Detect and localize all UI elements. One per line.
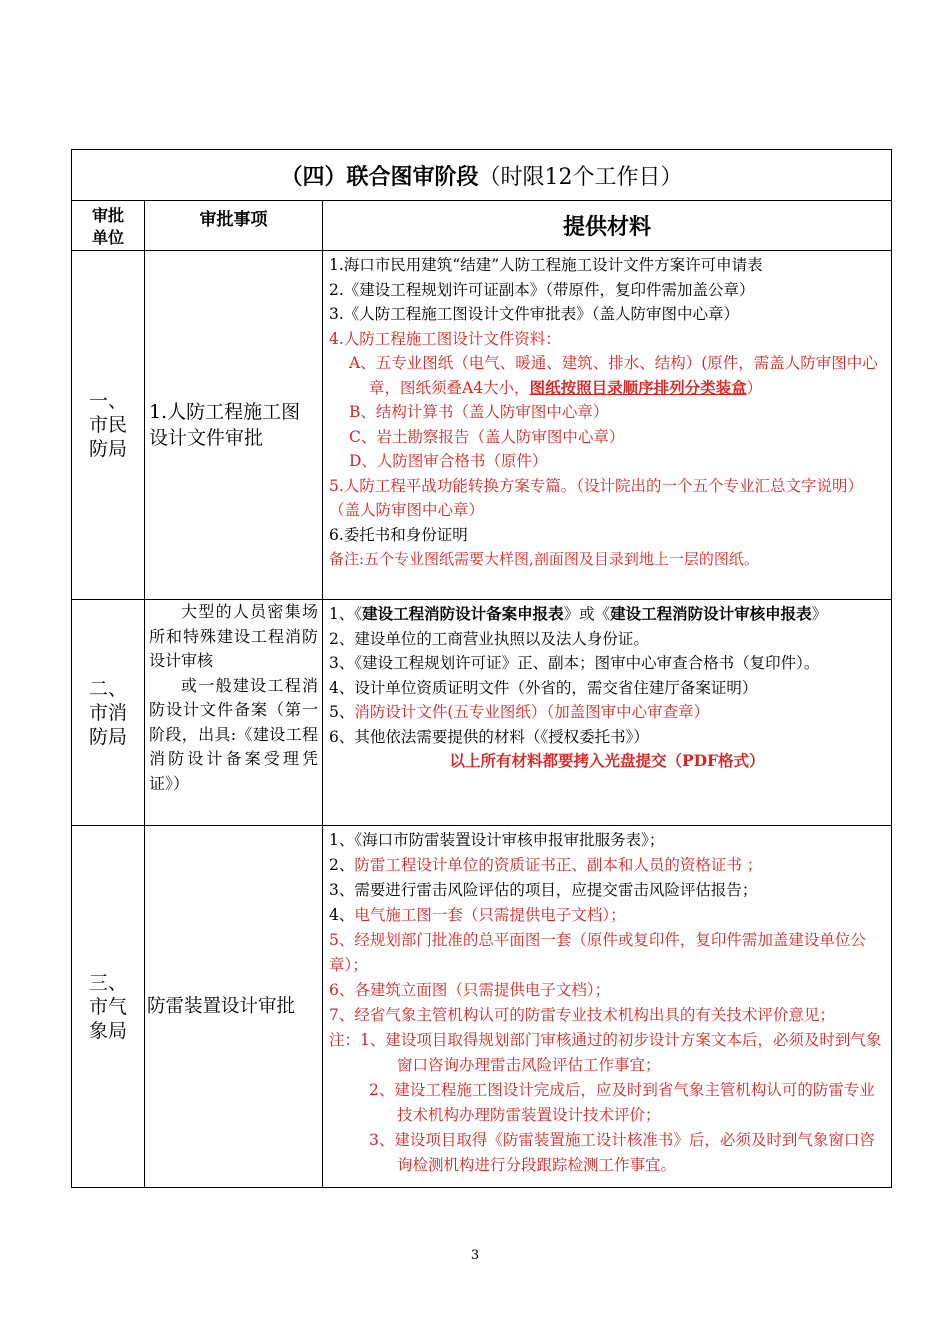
materials-cell — [323, 826, 892, 1188]
materials-cell — [323, 251, 892, 600]
page-number: 3 — [470, 1248, 480, 1263]
material-line — [329, 351, 885, 400]
material-note: 备注:五个专业图纸需要大样图,剖面图及目录到地上一层的图纸。 — [329, 550, 759, 568]
material-line: 2、建设单位的工商营业执照以及法人身份证。 — [329, 629, 649, 648]
item-text: 大型的人员密集场所和特殊建设工程消防设计审核 — [149, 602, 318, 670]
header-item: 审批事项 — [145, 201, 323, 251]
material-text: 防雷工程设计单位的资质证书正、副本和人员的资格证书 ； — [354, 856, 763, 874]
unit-cell — [72, 251, 145, 600]
material-note: 以上所有材料都要拷入光盘提交（PDF格式） — [449, 751, 765, 770]
material-text: 消防设计文件(五专业图纸）（加盖图审中心审查章） — [354, 703, 710, 721]
material-line — [329, 602, 885, 627]
unit-line: 防局 — [88, 438, 127, 460]
material-text: A、五专业图纸（电气、暖通、建筑、排水、结构）(原件，需盖人防审图中心章，图纸须叠A4大小， — [349, 354, 878, 397]
unit-line: 市民 — [88, 414, 127, 436]
material-highlight: 图纸按照目录顺序排列分类装盒 — [529, 377, 747, 397]
title-main: （四）联合图审阶段 — [280, 163, 479, 190]
unit-line: 市气 — [88, 995, 127, 1018]
material-line: 4.人防工程施工图设计文件资料： — [329, 329, 561, 348]
material-line: C、岩土勘察报告（盖人防审图中心章） — [349, 427, 625, 446]
header-materials: 提供材料 — [323, 201, 892, 251]
material-text: 4、 — [329, 906, 355, 924]
unit-cell — [72, 826, 145, 1188]
unit-line: 象局 — [88, 1019, 127, 1042]
material-line: 2.《建设工程规划许可证副本》（带原件，复印件需加盖公章） — [329, 280, 755, 299]
material-line: 5.人防工程平战功能转换方案专篇。（设计院出的一个五个专业汇总文字说明）（盖人防审图中心章） — [329, 476, 864, 519]
table-row — [72, 600, 892, 826]
material-text: 》 — [811, 605, 828, 623]
material-text: 2、 — [329, 856, 355, 874]
table-title — [72, 150, 892, 201]
item-cell — [145, 600, 323, 826]
material-text: 建设工程消防设计备案申报表 — [362, 604, 564, 623]
material-line — [329, 853, 885, 878]
material-note: 3、建设项目取得《防雷装置施工设计核准书》后，必须及时到气象窗口咨询检测机构进行分段跟踪检测工作事宜。 — [369, 1131, 875, 1174]
unit-line: 二、 — [88, 677, 127, 700]
unit-line: 市消 — [88, 701, 127, 724]
material-line: 7、经省气象主管机构认可的防雷专业技术机构出具的有关技术评价意见； — [329, 1006, 835, 1024]
material-line: D、人防图审合格书（原件） — [349, 452, 548, 470]
material-line: 1.海口市民用建筑“结建”人防工程施工设计文件方案许可申请表 — [329, 256, 763, 274]
material-text: 5、 — [329, 703, 355, 721]
unit-line: 防局 — [88, 725, 127, 748]
material-line: 6、其他依法需要提供的材料（《授权委托书》） — [329, 727, 649, 746]
material-line: 3、需要进行雷击风险评估的项目，应提交雷击风险评估报告； — [329, 881, 758, 899]
materials-cell — [323, 600, 892, 826]
material-line: 6、各建筑立面图（只需提供电子文档）； — [329, 981, 611, 999]
material-note: 2、建设工程施工图设计完成后，应及时到省气象主管机构认可的防雷专业技术机构办理防雷装置设计技术评价； — [369, 1081, 875, 1124]
material-text: 电气施工图一套（只需提供电子文档）； — [354, 906, 626, 924]
item-text: 或一般建设工程消防设计文件备案（第一阶段，出具:《建设工程消防设计备案受理凭证》） — [149, 675, 318, 793]
header-unit-line2: 单位 — [91, 228, 124, 247]
unit-line: 三、 — [88, 971, 127, 994]
unit-line: 一、 — [88, 390, 127, 412]
table-row — [72, 251, 892, 600]
material-text: 1、《 — [329, 605, 363, 623]
material-line: 5、经规划部门批准的总平面图一套（原件或复印件，复印件需加盖建设单位公章）； — [329, 931, 866, 974]
material-line: 4、设计单位资质证明文件（外省的，需交省住建厅备案证明） — [329, 678, 758, 697]
material-line: 1、《海口市防雷装置设计审核申报审批服务表》； — [329, 831, 665, 849]
title-sub: （时限12个工作日） — [478, 164, 683, 190]
table-row — [72, 826, 892, 1188]
material-line: 3.《人防工程施工图设计文件审批表》（盖人防审图中心章） — [329, 305, 740, 323]
material-text: 》或《 — [563, 605, 611, 623]
material-line: B、结构计算书（盖人防审图中心章） — [349, 403, 609, 421]
material-line: 3、《建设工程规划许可证》正、副本；图审中心审查合格书（复印件）。 — [329, 654, 820, 672]
material-line — [329, 903, 885, 928]
material-text: 建设工程消防设计审核申报表 — [610, 604, 812, 623]
header-unit — [72, 201, 145, 251]
material-text: ） — [746, 378, 763, 397]
material-line — [329, 700, 885, 725]
header-unit-line1: 审批 — [91, 206, 124, 225]
unit-cell — [72, 600, 145, 826]
item-cell: 1.人防工程施工图设计文件审批 — [145, 251, 323, 600]
item-cell: 防雷装置设计审批 — [145, 826, 323, 1188]
material-line: 6.委托书和身份证明 — [329, 525, 468, 544]
material-note: 注：1、建设项目取得规划部门审核通过的初步设计方案文本后，必须及时到气象窗口咨询办理雷击风险评估工作事宜； — [329, 1031, 882, 1074]
approval-table — [71, 149, 892, 1188]
